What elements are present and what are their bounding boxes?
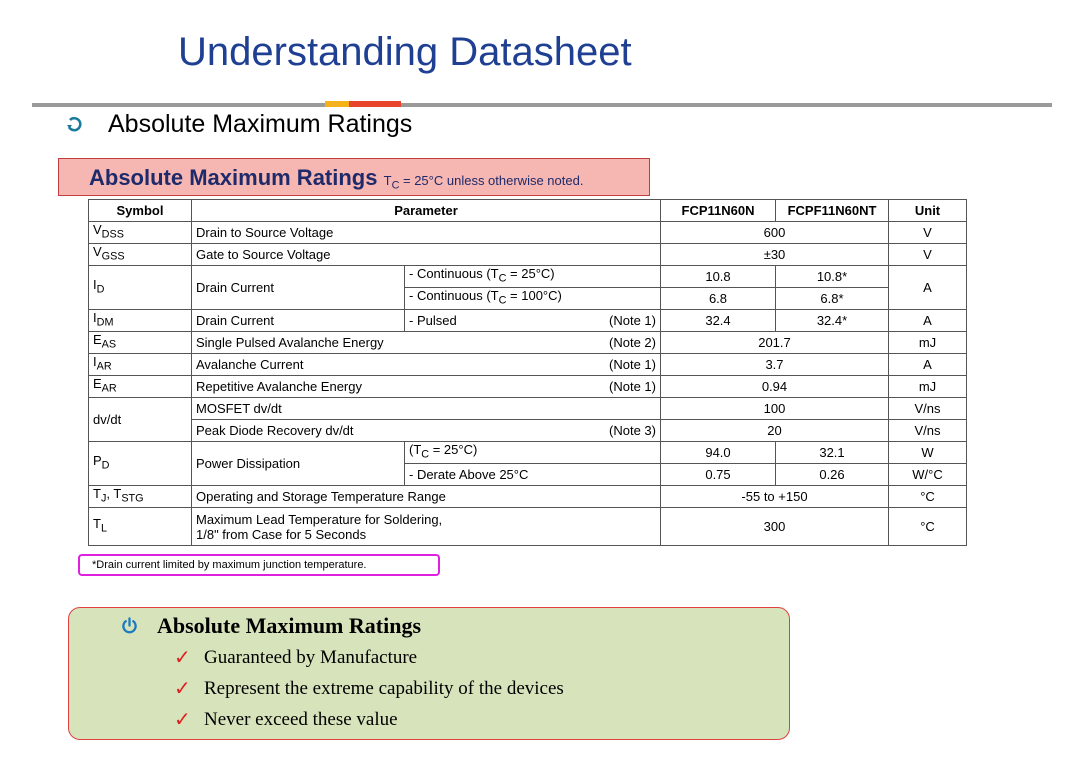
symbol-cell: $I_D$ <box>89 266 192 310</box>
table-row <box>89 376 967 398</box>
fcpf-value-cell: 32.4* <box>776 310 889 332</box>
header-fcpf: FCPF11N60NT <box>776 200 889 222</box>
fcpf-value-cell: 0.26 <box>776 464 889 486</box>
unit-cell: mJ <box>889 332 967 354</box>
table-row <box>89 420 967 442</box>
fcp-value-cell: 0.75 <box>661 464 776 486</box>
summary-list <box>174 646 564 739</box>
table-row <box>89 244 967 266</box>
summary-box <box>68 607 790 740</box>
header-parameter: Parameter <box>192 200 661 222</box>
condition-cell: - Continuous $(T_C = 100^\circ C)$ <box>405 288 661 310</box>
header-fcp: FCP11N60N <box>661 200 776 222</box>
condition-cell: - Derate Above 25°C <box>405 464 661 486</box>
symbol-cell: $T_J$, $T_{STG}$ <box>89 486 192 508</box>
footnote-highlight <box>78 554 440 576</box>
table-row <box>89 222 967 244</box>
unit-cell: V/ns <box>889 420 967 442</box>
table-row <box>89 508 967 546</box>
unit-cell: W <box>889 442 967 464</box>
condition-cell: $(T_C = 25^\circ C)$ <box>405 442 661 464</box>
fcpf-value-cell: 10.8* <box>776 266 889 288</box>
unit-cell: A <box>889 266 967 310</box>
table-row <box>89 310 967 332</box>
value-cell: 20 <box>661 420 889 442</box>
parameter-cell: Drain Current <box>192 266 405 310</box>
value-cell: 0.94 <box>661 376 889 398</box>
unit-cell: °C <box>889 486 967 508</box>
table-header-row <box>89 200 967 222</box>
table-row <box>89 442 967 464</box>
unit-cell: W/°C <box>889 464 967 486</box>
ratings-table <box>88 199 967 546</box>
symbol-cell: $I_{DM}$ <box>89 310 192 332</box>
value-cell: 3.7 <box>661 354 889 376</box>
table-row <box>89 332 967 354</box>
unit-cell: V/ns <box>889 398 967 420</box>
parameter-cell: Drain to Source Voltage <box>192 222 661 244</box>
header-unit: Unit <box>889 200 967 222</box>
parameter-cell: Operating and Storage Temperature Range <box>192 486 661 508</box>
value-cell: 100 <box>661 398 889 420</box>
fcpf-value-cell: 6.8* <box>776 288 889 310</box>
fcpf-value-cell: 32.1 <box>776 442 889 464</box>
fcp-value-cell: 32.4 <box>661 310 776 332</box>
datasheet-heading-box <box>58 158 650 196</box>
circle-arrow-icon <box>66 116 82 132</box>
fcp-value-cell: 10.8 <box>661 266 776 288</box>
datasheet-heading-text: Absolute Maximum Ratings <box>89 165 378 190</box>
divider-accent-orange <box>325 101 349 107</box>
parameter-cell: Drain Current <box>192 310 405 332</box>
fcp-value-cell: 94.0 <box>661 442 776 464</box>
symbol-cell: $E_{AR}$ <box>89 376 192 398</box>
fcp-value-cell: 6.8 <box>661 288 776 310</box>
parameter-cell: Gate to Source Voltage <box>192 244 661 266</box>
symbol-cell: $P_D$ <box>89 442 192 486</box>
section-subtitle: Absolute Maximum Ratings <box>108 110 413 138</box>
value-cell: -55 to +150 <box>661 486 889 508</box>
table-row <box>89 398 967 420</box>
symbol-cell: $V_{DSS}$ <box>89 222 192 244</box>
parameter-cell: Avalanche Current (Note 1) <box>192 354 661 376</box>
power-icon <box>121 617 138 634</box>
table-row <box>89 266 967 288</box>
condition-cell: - Pulsed (Note 1) <box>405 310 661 332</box>
symbol-cell: dv/dt <box>89 398 192 442</box>
divider-accent-red <box>349 101 401 107</box>
symbol-cell: $I_{AR}$ <box>89 354 192 376</box>
list-item: ✓ Guaranteed by Manufacture <box>174 647 418 669</box>
value-cell: 201.7 <box>661 332 889 354</box>
unit-cell: A <box>889 310 967 332</box>
list-item: ✓ Never exceed these value <box>174 709 398 731</box>
table-row <box>89 354 967 376</box>
check-icon: ✓ <box>174 709 191 731</box>
symbol-cell: $V_{GSS}$ <box>89 244 192 266</box>
value-cell: 600 <box>661 222 889 244</box>
list-item: ✓ Represent the extreme capability of the devices <box>174 678 564 700</box>
parameter-cell: Peak Diode Recovery dv/dt (Note 3) <box>192 420 661 442</box>
check-icon: ✓ <box>174 647 191 669</box>
parameter-cell: Repetitive Avalanche Energy (Note 1) <box>192 376 661 398</box>
value-cell: 300 <box>661 508 889 546</box>
summary-heading: Absolute Maximum Ratings <box>157 613 422 638</box>
parameter-cell: Maximum Lead Temperature for Soldering, 1/8" from Case for 5 Seconds <box>192 508 661 546</box>
header-symbol: Symbol <box>89 200 192 222</box>
parameter-cell: Power Dissipation <box>192 442 405 486</box>
table-row <box>89 486 967 508</box>
unit-cell: V <box>889 222 967 244</box>
title-divider <box>32 103 1052 107</box>
condition-cell: - Continuous $(T_C = 25^\circ C)$ <box>405 266 661 288</box>
check-icon: ✓ <box>174 678 191 700</box>
parameter-cell: Single Pulsed Avalanche Energy (Note 2) <box>192 332 661 354</box>
unit-cell: V <box>889 244 967 266</box>
footnote-text: *Drain current limited by maximum junction temperature. <box>92 559 367 571</box>
value-cell: ±30 <box>661 244 889 266</box>
datasheet-heading-note: $T_C = 25^\circ C$ unless otherwise noted. <box>383 173 584 192</box>
symbol-cell: $T_L$ <box>89 508 192 546</box>
parameter-cell: MOSFET dv/dt <box>192 398 661 420</box>
datasheet-heading <box>89 165 583 192</box>
unit-cell: °C <box>889 508 967 546</box>
unit-cell: A <box>889 354 967 376</box>
symbol-cell: $E_{AS}$ <box>89 332 192 354</box>
slide-title: Understanding Datasheet <box>178 30 632 74</box>
unit-cell: mJ <box>889 376 967 398</box>
